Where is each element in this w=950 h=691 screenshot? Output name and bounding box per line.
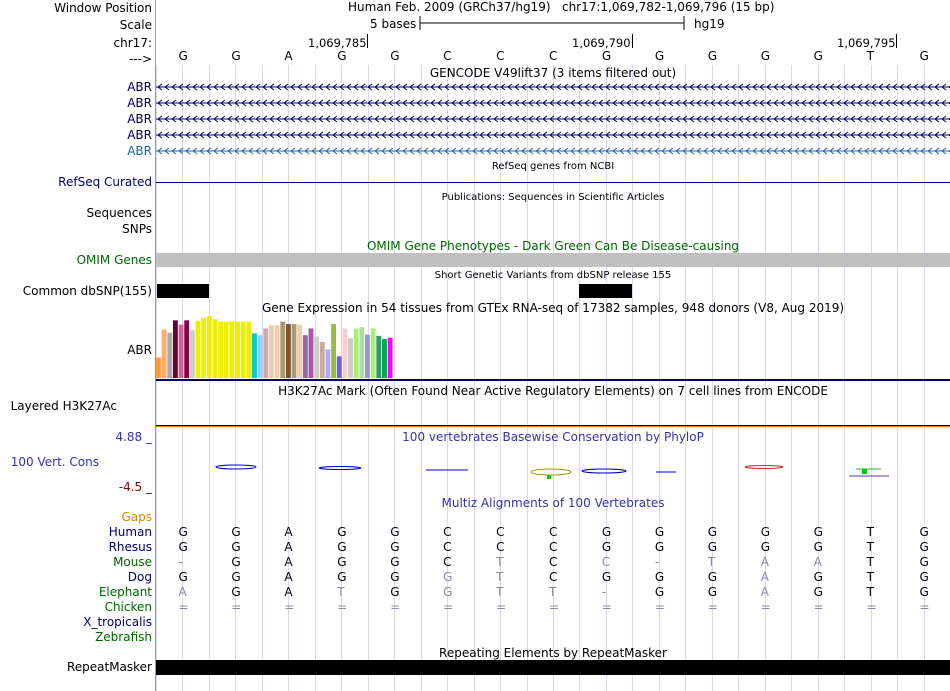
align-chicken-11: = <box>707 600 718 614</box>
label-species-chicken: Chicken <box>104 600 152 614</box>
scale-text: 5 bases <box>370 17 417 31</box>
title-publications: Publications: Sequences in Scientific Articles <box>441 192 665 203</box>
align-mouse-8: C <box>549 555 558 569</box>
align-mouse-15: G <box>919 555 929 569</box>
dbsnp-variant-2[interactable] <box>579 284 632 298</box>
base-11: G <box>707 49 718 63</box>
gtex-bar-35 <box>348 338 353 378</box>
align-dog-12: A <box>760 570 769 584</box>
align-chicken-7: = <box>496 600 507 614</box>
align-dog-5: G <box>390 570 400 584</box>
align-human-3: A <box>284 525 293 539</box>
align-dog-4: G <box>337 570 347 584</box>
gtex-bar-37 <box>359 327 364 378</box>
base-6: C <box>443 49 452 63</box>
align-human-1: G <box>178 525 188 539</box>
title-repeatmasker: Repeating Elements by RepeatMasker <box>439 646 667 660</box>
gtex-bar-29 <box>314 336 319 378</box>
title-conservation: 100 vertebrates Basewise Conservation by PhyloP <box>402 430 704 444</box>
align-dog-7: T <box>496 570 504 584</box>
gtex-bar-32 <box>331 324 336 378</box>
multiz-alignment[interactable] <box>156 525 950 620</box>
scale-bar <box>418 14 686 32</box>
label-refseq-curated[interactable]: RefSeq Curated <box>58 175 152 189</box>
label-species-zebrafish: Zebrafish <box>95 630 152 644</box>
align-mouse-14: T <box>866 555 874 569</box>
base-3: A <box>284 49 293 63</box>
base-2: G <box>231 49 241 63</box>
align-dog-15: G <box>919 570 929 584</box>
align-mouse-5: G <box>390 555 400 569</box>
h3k27ac-line-2 <box>156 426 950 427</box>
label-gencode-abr-2[interactable]: ABR <box>127 96 152 110</box>
gtex-bar-38 <box>365 335 370 378</box>
gtex-bar-19 <box>258 335 263 378</box>
base-1: G <box>178 49 188 63</box>
align-human-15: G <box>919 525 929 539</box>
align-dog-8: C <box>549 570 558 584</box>
gtex-bar-22 <box>275 325 280 378</box>
label-100-vert-cons[interactable]: 100 Vert. Cons <box>10 455 99 469</box>
track-labels <box>0 0 155 691</box>
align-mouse-1: - <box>178 555 183 569</box>
coord-tick-2 <box>632 34 633 48</box>
base-15: G <box>919 49 929 63</box>
align-mouse-4: G <box>337 555 347 569</box>
align-chicken-15: = <box>919 600 930 614</box>
gtex-bar-13 <box>224 322 229 378</box>
align-chicken-2: = <box>231 600 242 614</box>
align-dog-3: A <box>284 570 293 584</box>
align-elephant-13: G <box>813 585 823 599</box>
align-chicken-14: = <box>866 600 877 614</box>
label-gaps: Gaps <box>121 510 152 524</box>
gtex-bar-39 <box>371 328 376 378</box>
cons-mark-5 <box>582 469 626 473</box>
gtex-bar-24 <box>286 324 291 378</box>
align-mouse-13: A <box>813 555 822 569</box>
gencode-transcripts[interactable] <box>156 80 950 158</box>
title-h3k27ac: H3K27Ac Mark (Often Found Near Active Regulatory Elements) on 7 cell lines from ENCODE <box>278 384 828 398</box>
align-elephant-5: G <box>390 585 400 599</box>
cons-mark-7 <box>745 466 783 469</box>
align-elephant-3: A <box>284 585 293 599</box>
gtex-bar-15 <box>235 322 240 378</box>
label-window-position: Window Position <box>54 1 152 15</box>
align-rhesus-9: G <box>601 540 612 554</box>
coord-2: 1,069,790 <box>572 36 631 50</box>
gtex-bar-28 <box>309 328 314 378</box>
cons-mark-1 <box>216 465 256 469</box>
gtex-bar-7 <box>190 330 195 378</box>
title-gencode: GENCODE V49lift37 (3 items filtered out) <box>429 66 677 80</box>
label-cons-max: 4.88 _ <box>115 430 152 444</box>
gtex-bar-11 <box>213 319 218 378</box>
gencode-transcript-4 <box>156 132 950 138</box>
align-chicken-1: = <box>178 600 189 614</box>
align-rhesus-12: G <box>760 540 771 554</box>
coord-3: 1,069,795 <box>837 36 896 50</box>
base-8: C <box>549 49 558 63</box>
label-snps[interactable]: SNPs <box>122 222 152 236</box>
label-chrom: chr17: <box>113 36 152 50</box>
align-dog-2: G <box>231 570 241 584</box>
align-chicken-5: = <box>390 600 401 614</box>
gtex-bar-2 <box>162 330 167 378</box>
conservation-wiggle[interactable] <box>156 458 950 482</box>
dbsnp-variant-1[interactable] <box>157 284 209 298</box>
align-dog-10: G <box>654 570 665 584</box>
gtex-bar-41 <box>382 339 387 378</box>
gtex-bar-14 <box>229 322 234 378</box>
label-species-x-tropicalis: X_tropicalis <box>83 615 152 629</box>
align-rhesus-8: C <box>549 540 558 554</box>
align-mouse-2: G <box>231 555 241 569</box>
gtex-bar-30 <box>320 342 325 378</box>
genomic-position: chr17:1,069,782-1,069,796 (15 bp) <box>561 0 775 14</box>
align-chicken-3: = <box>284 600 295 614</box>
label-repeatmasker[interactable]: RepeatMasker <box>66 660 152 674</box>
align-mouse-10: - <box>654 555 660 569</box>
label-sequences[interactable]: Sequences <box>86 206 152 220</box>
title-gtex: Gene Expression in 54 tissues from GTEx RNA-seq of 17382 samples, 948 donors (V8, Aug 2019) <box>261 301 845 315</box>
label-species-human: Human <box>108 525 152 539</box>
gtex-bar-12 <box>218 322 223 378</box>
align-rhesus-6: C <box>443 540 452 554</box>
align-mouse-6: C <box>443 555 452 569</box>
gtex-bar-42 <box>388 338 393 378</box>
gencode-transcript-1 <box>156 84 950 90</box>
label-omim-genes[interactable]: OMIM Genes <box>76 253 152 267</box>
cons-mark-2 <box>319 467 361 470</box>
align-human-2: G <box>231 525 241 539</box>
align-rhesus-4: G <box>337 540 347 554</box>
gtex-bar-1 <box>156 358 161 378</box>
align-chicken-4: = <box>337 600 348 614</box>
header-line <box>348 0 908 14</box>
label-gencode-abr-4[interactable]: ABR <box>127 128 152 142</box>
align-dog-14: T <box>866 570 874 584</box>
label-scale: Scale <box>119 18 152 32</box>
align-human-6: C <box>443 525 452 539</box>
align-human-8: C <box>549 525 558 539</box>
gtex-bar-34 <box>342 328 347 378</box>
align-human-14: T <box>866 525 874 539</box>
align-elephant-15: G <box>919 585 929 599</box>
base-5: G <box>390 49 400 63</box>
gtex-bar-31 <box>326 349 331 378</box>
align-human-11: G <box>707 525 718 539</box>
align-dog-9: G <box>601 570 612 584</box>
gencode-transcript-3 <box>156 116 950 122</box>
align-chicken-6: = <box>443 600 454 614</box>
align-rhesus-11: G <box>707 540 718 554</box>
align-rhesus-10: G <box>654 540 665 554</box>
align-elephant-14: T <box>866 585 874 599</box>
coord-tick-3 <box>896 34 897 48</box>
align-elephant-9: - <box>601 585 607 599</box>
base-14: T <box>866 49 874 63</box>
align-mouse-3: A <box>284 555 293 569</box>
assembly-name: Human Feb. 2009 (GRCh37/hg19) <box>348 0 551 14</box>
title-dbsnp: Short Genetic Variants from dbSNP release 155 <box>434 270 672 281</box>
gtex-bar-10 <box>207 316 212 378</box>
label-layered-h3k27ac[interactable]: Layered H3K27Ac <box>10 399 117 413</box>
align-chicken-8: = <box>549 600 560 614</box>
align-dog-6: G <box>443 570 453 584</box>
gtex-bar-5 <box>179 325 184 378</box>
align-human-7: C <box>496 525 505 539</box>
align-mouse-9: C <box>601 555 611 569</box>
align-mouse-11: T <box>707 555 716 569</box>
align-elephant-7: T <box>496 585 504 599</box>
gtex-bar-26 <box>297 325 302 378</box>
align-rhesus-5: G <box>390 540 400 554</box>
align-elephant-1: A <box>178 585 187 599</box>
align-human-5: G <box>390 525 400 539</box>
align-human-9: G <box>601 525 612 539</box>
label-gencode-abr-1[interactable]: ABR <box>127 80 152 94</box>
title-refseq: RefSeq genes from NCBI <box>491 161 615 172</box>
label-species-dog: Dog <box>127 570 152 584</box>
align-rhesus-15: G <box>919 540 929 554</box>
align-rhesus-13: G <box>813 540 823 554</box>
gtex-bar-25 <box>292 324 297 378</box>
base-10: G <box>654 49 665 63</box>
align-dog-1: G <box>178 570 188 584</box>
align-human-10: G <box>654 525 665 539</box>
gtex-bar-8 <box>196 321 201 378</box>
gtex-bar-33 <box>337 356 342 378</box>
cons-mark-4 <box>531 469 571 475</box>
label-species-rhesus: Rhesus <box>108 540 152 554</box>
refseq-gene-line[interactable] <box>156 182 950 183</box>
label-cons-min: -4.5 _ <box>118 480 152 494</box>
align-elephant-12: A <box>760 585 769 599</box>
gtex-expression-chart[interactable] <box>156 316 950 382</box>
align-chicken-13: = <box>813 600 824 614</box>
align-chicken-10: = <box>654 600 665 614</box>
label-gencode-abr-5[interactable]: ABR <box>127 144 152 158</box>
label-species-elephant: Elephant <box>98 585 152 599</box>
align-dog-11: G <box>707 570 718 584</box>
base-13: G <box>813 49 823 63</box>
align-human-4: G <box>337 525 347 539</box>
base-sequence-row <box>156 49 950 65</box>
gtex-bar-40 <box>376 336 381 378</box>
gtex-bar-17 <box>246 322 251 378</box>
align-chicken-12: = <box>760 600 771 614</box>
cons-mark-10 <box>862 469 867 474</box>
align-elephant-4: T <box>337 585 345 599</box>
label-gtex-abr[interactable]: ABR <box>127 343 152 357</box>
gencode-transcript-5 <box>156 148 950 154</box>
gtex-bar-3 <box>167 333 172 378</box>
align-elephant-2: G <box>231 585 241 599</box>
label-gencode-abr-3[interactable]: ABR <box>127 112 152 126</box>
coord-tick-1 <box>367 34 368 48</box>
align-dog-13: G <box>813 570 823 584</box>
base-4: G <box>337 49 347 63</box>
align-rhesus-3: A <box>284 540 293 554</box>
gtex-bar-18 <box>252 333 257 378</box>
align-elephant-10: G <box>654 585 665 599</box>
repeatmasker-bar[interactable] <box>156 660 950 675</box>
align-elephant-6: G <box>443 585 453 599</box>
gtex-bar-16 <box>241 322 246 378</box>
align-elephant-11: G <box>707 585 718 599</box>
db-name: hg19 <box>694 17 725 31</box>
gtex-bar-21 <box>269 325 274 378</box>
align-human-13: G <box>813 525 823 539</box>
label-strand-arrow: ---> <box>128 52 152 66</box>
title-omim: OMIM Gene Phenotypes - Dark Green Can Be Disease-causing <box>366 239 740 253</box>
align-elephant-8: T <box>549 585 557 599</box>
gtex-bar-27 <box>303 335 308 378</box>
omim-gene-bar[interactable] <box>156 253 950 267</box>
gencode-transcript-2 <box>156 100 950 106</box>
align-human-12: G <box>760 525 771 539</box>
title-multiz: Multiz Alignments of 100 Vertebrates <box>441 496 665 510</box>
cons-mark-9 <box>547 475 551 479</box>
align-rhesus-14: T <box>866 540 874 554</box>
align-rhesus-2: G <box>231 540 241 554</box>
coord-1: 1,069,785 <box>308 36 367 50</box>
base-9: G <box>601 49 612 63</box>
gtex-bar-4 <box>173 320 178 378</box>
gtex-bar-23 <box>280 322 285 378</box>
align-mouse-7: T <box>496 555 504 569</box>
align-rhesus-7: C <box>496 540 505 554</box>
gtex-bar-9 <box>201 318 206 378</box>
gtex-bar-36 <box>354 328 359 378</box>
align-rhesus-1: G <box>178 540 188 554</box>
gtex-bar-20 <box>263 328 268 378</box>
label-species-mouse: Mouse <box>113 555 152 569</box>
align-mouse-12: A <box>760 555 769 569</box>
align-chicken-9: = <box>601 600 612 614</box>
label-common-dbsnp[interactable]: Common dbSNP(155) <box>22 284 152 298</box>
base-12: G <box>760 49 771 63</box>
gtex-bar-6 <box>184 320 189 378</box>
browser-image[interactable] <box>156 0 950 691</box>
base-7: C <box>496 49 505 63</box>
